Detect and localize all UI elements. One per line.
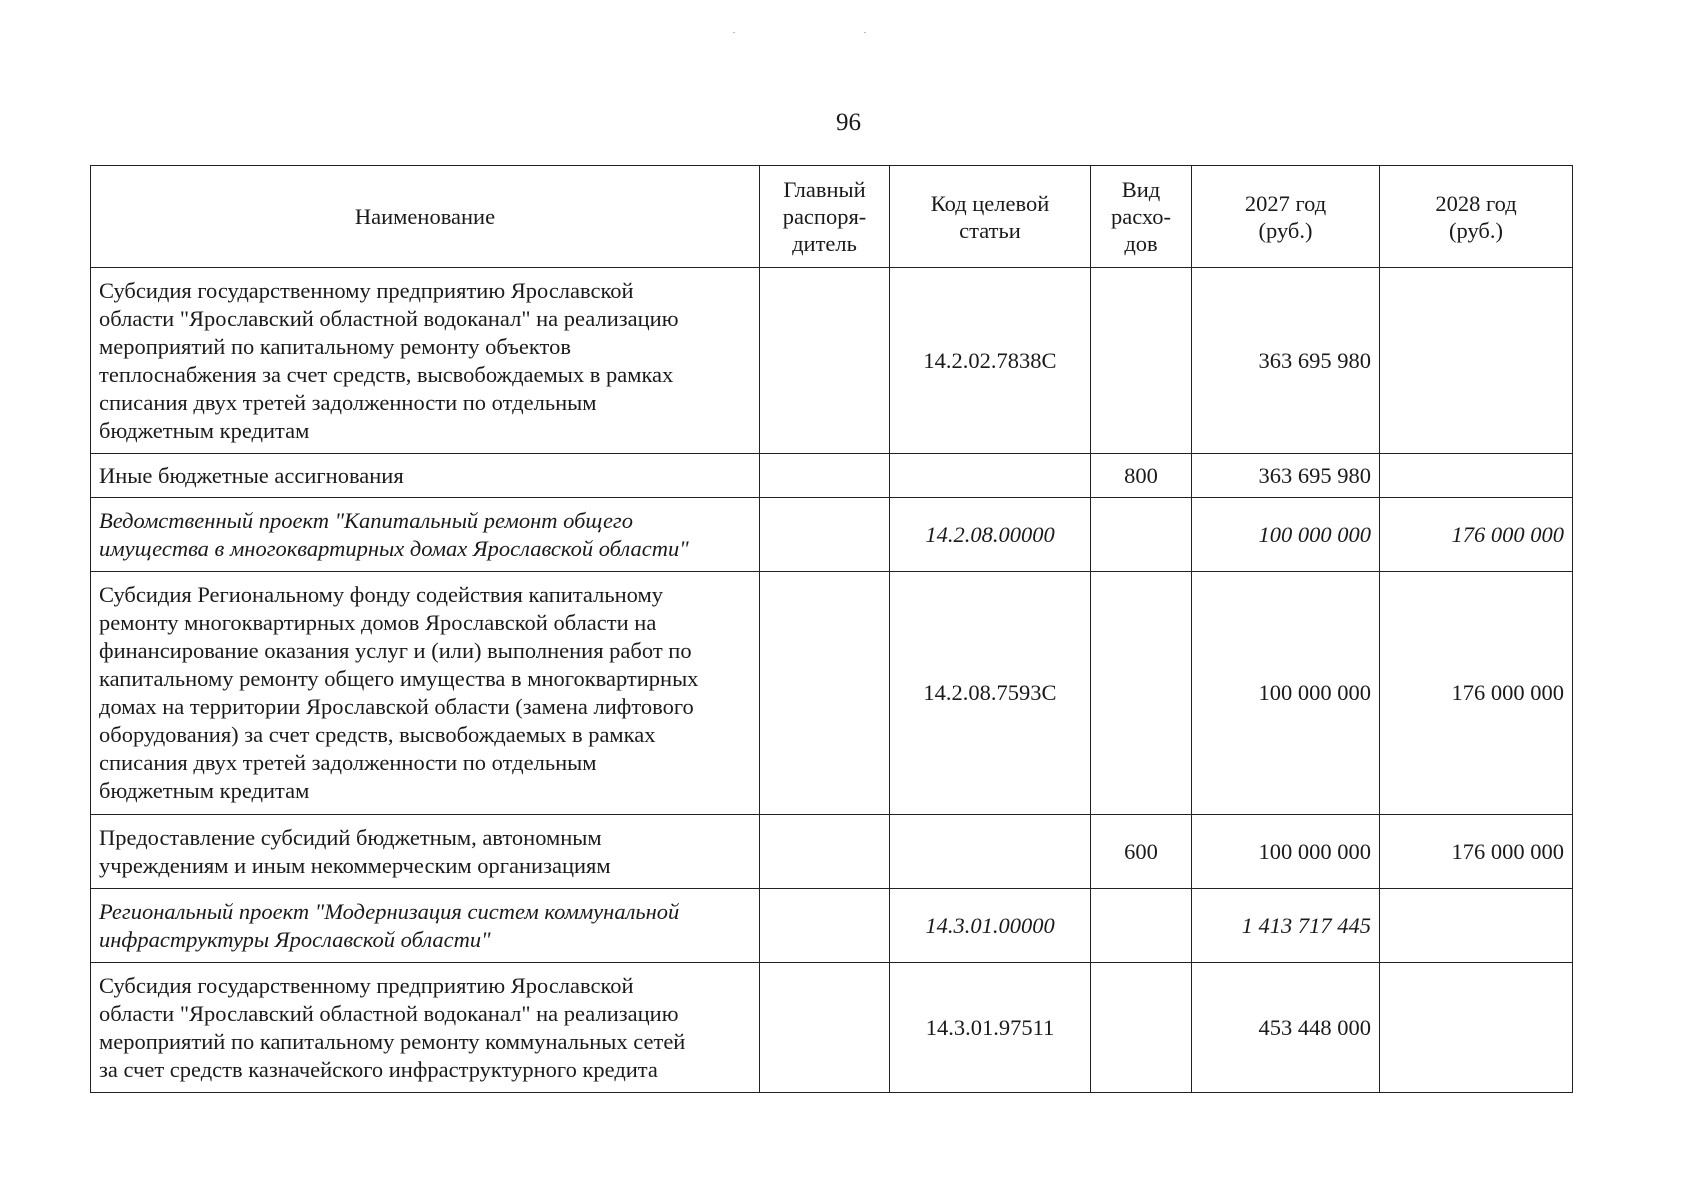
cell-code: 14.2.08.00000: [890, 498, 1091, 572]
header-text-line: статьи: [959, 217, 1021, 243]
name-line: Предоставление субсидий бюджетным, автономным: [99, 824, 602, 850]
cell-vid: [1091, 268, 1192, 454]
cell-name: [91, 815, 760, 889]
name-line: бюджетным кредитам: [99, 778, 310, 803]
name-line: инфраструктуры Ярославской области": [99, 926, 491, 952]
cell-2027: 1 413 717 445: [1192, 889, 1380, 963]
header-2027: [1192, 166, 1380, 268]
cell-vid: [1091, 889, 1192, 963]
cell-vid: 600: [1091, 815, 1192, 889]
name-line: ремонту многоквартирных домов Ярославской области на: [99, 610, 657, 635]
cell-code: 14.3.01.00000: [890, 889, 1091, 963]
cell-name: [91, 963, 760, 1093]
name-line: Субсидия Региональному фонду содействия капитальному: [99, 582, 663, 607]
cell-code: 14.2.08.7593С: [890, 572, 1091, 815]
cell-admin: [760, 498, 890, 572]
scan-speck: [864, 32, 866, 33]
name-line: области "Ярославский областной водоканал" на реализацию: [99, 1000, 679, 1026]
cell-name: [91, 498, 760, 572]
header-text-line: (руб.): [1258, 217, 1313, 243]
cell-2028: [1380, 268, 1573, 454]
scan-speck: [733, 32, 735, 33]
cell-code: [890, 815, 1091, 889]
cell-name: [91, 889, 760, 963]
name-line: капитальному ремонту общего имущества в многоквартирных: [99, 666, 699, 691]
header-admin: [760, 166, 890, 268]
cell-2027: 100 000 000: [1192, 572, 1380, 815]
cell-admin: [760, 815, 890, 889]
cell-2028: [1380, 963, 1573, 1093]
name-line: Субсидия государственному предприятию Ярославской: [99, 277, 634, 303]
cell-admin: [760, 454, 890, 498]
name-line: теплоснабжения за счет средств, высвобождаемых в рамках: [99, 361, 674, 387]
header-text-line: Главный: [783, 177, 866, 202]
table-row: [91, 572, 1573, 815]
budget-table: [90, 165, 1573, 1093]
cell-2028: [1380, 454, 1573, 498]
cell-admin: [760, 572, 890, 815]
header-name-label: Наименование: [354, 204, 496, 229]
cell-vid: [1091, 498, 1192, 572]
name-line: оборудования) за счет средств, высвобождаемых в рамках: [99, 722, 656, 747]
name-line: имущества в многоквартирных домах Ярославской области": [99, 535, 689, 561]
cell-vid: 800: [1091, 454, 1192, 498]
cell-code: 14.2.02.7838С: [890, 268, 1091, 454]
table-header-row: [91, 166, 1573, 268]
cell-code: [890, 454, 1091, 498]
name-line: учреждениям и иным некоммерческим организациям: [99, 852, 611, 878]
cell-2028: 176 000 000: [1380, 498, 1573, 572]
name-line: Субсидия государственному предприятию Ярославской: [99, 972, 634, 998]
header-text-line: (руб.): [1449, 217, 1503, 243]
header-text-line: 2028 год: [1435, 190, 1517, 216]
cell-name: [91, 572, 760, 815]
table-row: [91, 498, 1573, 572]
table-row: [91, 963, 1573, 1093]
header-text-line: Вид: [1121, 177, 1161, 202]
cell-2027: 363 695 980: [1192, 454, 1380, 498]
header-text-line: 2027 год: [1244, 190, 1327, 216]
header-text-line: Код целевой: [930, 190, 1050, 216]
cell-2027: 453 448 000: [1192, 963, 1380, 1093]
cell-code: 14.3.01.97511: [890, 963, 1091, 1093]
name-line: мероприятий по капитальному ремонту коммунальных сетей: [99, 1028, 686, 1054]
table-row: [91, 889, 1573, 963]
cell-vid: [1091, 572, 1192, 815]
cell-2027: 363 695 980: [1192, 268, 1380, 454]
page-number: 96: [836, 109, 861, 136]
cell-name: [91, 454, 760, 498]
name-line: бюджетным кредитам: [99, 417, 310, 443]
name-line: списания двух третей задолженности по отдельным: [99, 750, 597, 775]
header-2028: [1380, 166, 1573, 268]
name-line: Региональный проект "Модернизация систем коммунальной: [99, 898, 680, 924]
cell-2027: 100 000 000: [1192, 815, 1380, 889]
cell-2027: 100 000 000: [1192, 498, 1380, 572]
cell-2028: 176 000 000: [1380, 815, 1573, 889]
header-text-line: дов: [1124, 231, 1158, 256]
table-row: [91, 268, 1573, 454]
cell-admin: [760, 268, 890, 454]
header-code: [890, 166, 1091, 268]
header-name: [91, 166, 760, 268]
cell-vid: [1091, 963, 1192, 1093]
cell-2028: [1380, 889, 1573, 963]
name-line: Иные бюджетные ассигнования: [99, 462, 404, 488]
header-text-line: расхо-: [1110, 204, 1172, 229]
header-vid: [1091, 166, 1192, 268]
table-row: [91, 454, 1573, 498]
name-line: за счет средств казначейского инфраструктурного кредита: [99, 1056, 658, 1082]
name-line: Ведомственный проект "Капитальный ремонт общего: [99, 507, 633, 533]
name-line: списания двух третей задолженности по отдельным: [99, 389, 597, 415]
cell-admin: [760, 889, 890, 963]
name-line: мероприятий по капитальному ремонту объектов: [99, 333, 571, 359]
cell-2028: 176 000 000: [1380, 572, 1573, 815]
cell-admin: [760, 963, 890, 1093]
name-line: финансирование оказания услуг и (или) выполнения работ по: [99, 638, 692, 663]
header-text-line: распоря-: [782, 204, 867, 229]
name-line: домах на территории Ярославской области (замена лифтового: [99, 694, 694, 719]
name-line: области "Ярославский областной водоканал" на реализацию: [99, 305, 679, 331]
table-row: [91, 815, 1573, 889]
header-text-line: дитель: [792, 231, 857, 256]
cell-name: [91, 268, 760, 454]
